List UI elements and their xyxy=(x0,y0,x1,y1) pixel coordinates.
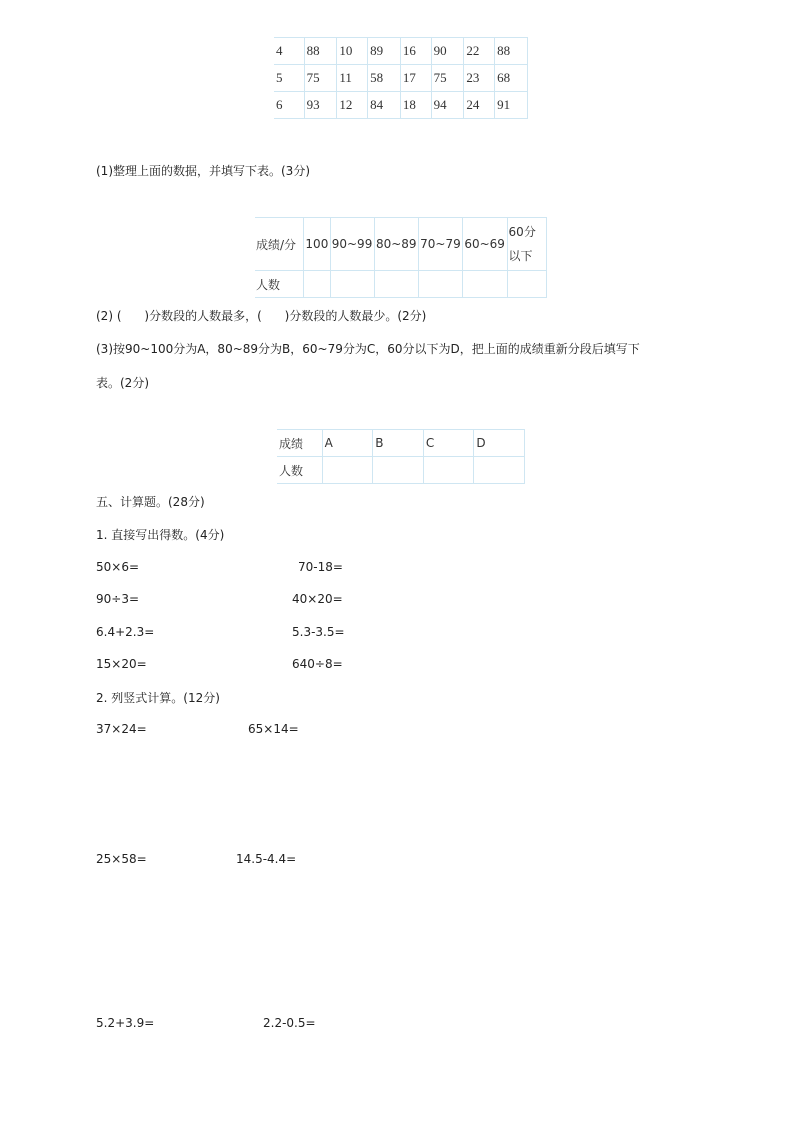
table-header-cell: 80~89 xyxy=(374,218,418,271)
grade-abcd-table xyxy=(277,429,525,484)
table-cell: 10 xyxy=(337,38,368,65)
grade-frequency-table xyxy=(255,217,547,298)
calc-item: 15×20= xyxy=(96,657,147,671)
row-label: 人数 xyxy=(277,457,322,484)
table-cell: 88 xyxy=(304,38,337,65)
table-row xyxy=(255,271,547,298)
table-header-cell: B xyxy=(373,430,424,457)
table-cell: 90 xyxy=(431,38,464,65)
table-header-cell xyxy=(507,218,546,271)
calc-item: 40×20= xyxy=(292,592,343,606)
table-cell: 94 xyxy=(431,92,464,119)
table-header-cell: 60~69 xyxy=(463,218,507,271)
part-1-title: 1. 直接写出得数。(4分) xyxy=(96,528,225,542)
table-cell: 88 xyxy=(495,38,528,65)
vertical-calc-item: 37×24= xyxy=(96,722,147,736)
question-3-line-1: (3)按90~100分为A，80~89分为B，60~79分为C，60分以下为D，把上面的成绩重新分段后填写下 xyxy=(96,342,640,356)
table-header-cell: 70~79 xyxy=(419,218,463,271)
question-2-text: (2) ( )分数段的人数最多，( )分数段的人数最少。(2分) xyxy=(96,309,427,323)
table-cell: 75 xyxy=(431,65,464,92)
answer-cell[interactable] xyxy=(373,457,424,484)
answer-cell[interactable] xyxy=(507,271,546,298)
table-cell: 58 xyxy=(368,65,401,92)
table-cell: 17 xyxy=(400,65,431,92)
part-2-title: 2. 列竖式计算。(12分) xyxy=(96,691,220,705)
table-cell: 6 xyxy=(274,92,304,119)
vertical-calc-item: 25×58= xyxy=(96,852,147,866)
table-cell: 22 xyxy=(464,38,495,65)
calc-item: 5.3-3.5= xyxy=(292,625,345,639)
table-cell: 89 xyxy=(368,38,401,65)
scores-table xyxy=(274,37,528,119)
table-row xyxy=(277,430,525,457)
table-cell: 91 xyxy=(495,92,528,119)
header-below-60: 60分以下 xyxy=(508,225,536,263)
answer-cell[interactable] xyxy=(423,457,474,484)
answer-cell[interactable] xyxy=(474,457,525,484)
vertical-calc-item: 65×14= xyxy=(248,722,299,736)
calc-item: 70-18= xyxy=(298,560,343,574)
vertical-calc-item: 5.2+3.9= xyxy=(96,1016,155,1030)
answer-cell[interactable] xyxy=(330,271,374,298)
table-row xyxy=(277,457,525,484)
table-cell: 68 xyxy=(495,65,528,92)
table-header-cell: 90~99 xyxy=(330,218,374,271)
table-cell: 12 xyxy=(337,92,368,119)
answer-cell[interactable] xyxy=(304,271,330,298)
table-header-cell: A xyxy=(322,430,373,457)
section-5-title: 五、计算题。(28分) xyxy=(96,495,205,509)
calc-item: 50×6= xyxy=(96,560,140,574)
table-header-cell: D xyxy=(474,430,525,457)
question-3-line-2: 表。(2分) xyxy=(96,376,149,390)
table-row xyxy=(274,38,528,65)
table-cell: 18 xyxy=(400,92,431,119)
table-header-cell: 成绩/分 xyxy=(255,218,304,271)
table-header-cell: C xyxy=(423,430,474,457)
calc-item: 640÷8= xyxy=(292,657,343,671)
table-row xyxy=(274,92,528,119)
table-cell: 5 xyxy=(274,65,304,92)
table-cell: 84 xyxy=(368,92,401,119)
table-row xyxy=(255,218,547,271)
table-cell: 4 xyxy=(274,38,304,65)
answer-cell[interactable] xyxy=(322,457,373,484)
table-cell: 16 xyxy=(400,38,431,65)
answer-cell[interactable] xyxy=(419,271,463,298)
question-1-text: (1)整理上面的数据，并填写下表。(3分) xyxy=(96,164,310,178)
table-cell: 75 xyxy=(304,65,337,92)
answer-cell[interactable] xyxy=(374,271,418,298)
answer-cell[interactable] xyxy=(463,271,507,298)
calc-item: 90÷3= xyxy=(96,592,140,606)
vertical-calc-item: 14.5-4.4= xyxy=(236,852,297,866)
row-label: 人数 xyxy=(255,271,304,298)
calc-item: 6.4+2.3= xyxy=(96,625,155,639)
table-cell: 24 xyxy=(464,92,495,119)
table-row xyxy=(274,65,528,92)
table-cell: 93 xyxy=(304,92,337,119)
vertical-calc-item: 2.2-0.5= xyxy=(263,1016,316,1030)
table-cell: 23 xyxy=(464,65,495,92)
table-header-cell: 100 xyxy=(304,218,330,271)
table-cell: 11 xyxy=(337,65,368,92)
table-header-cell: 成绩 xyxy=(277,430,322,457)
